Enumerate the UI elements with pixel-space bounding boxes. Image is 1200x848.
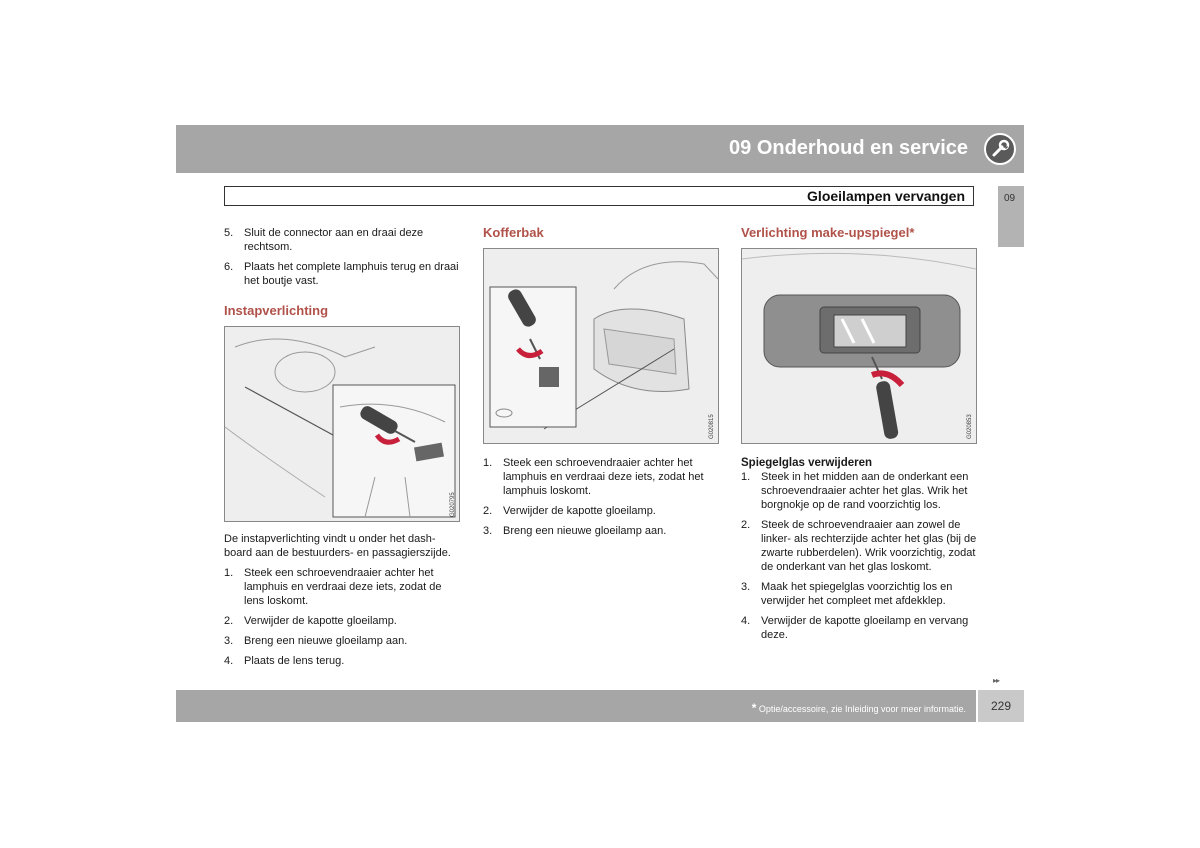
- list-item: [741, 470, 977, 512]
- figure-code: G020853: [967, 414, 973, 439]
- step-text: Steek een schroevendraaier achter het lamphuis en verdraai deze iets, zodat het lamphuis loskomt.: [503, 457, 704, 497]
- section-title-box: [224, 186, 974, 206]
- figure-code: G020795: [450, 492, 456, 517]
- step-number: 1.: [483, 457, 493, 469]
- step-text: Plaats de lens terug.: [244, 655, 345, 667]
- step-number: 3.: [483, 525, 493, 537]
- list-item: [741, 518, 977, 574]
- step-text: Breng een nieuwe gloeilamp aan.: [503, 525, 667, 537]
- list-item: [224, 634, 460, 648]
- step-text: Verwijder de kapotte gloeilamp en vervang deze.: [761, 615, 969, 641]
- heading-make-up-mirror: Verlichting make-upspiegel*: [741, 225, 915, 240]
- step-number: 2.: [483, 505, 493, 517]
- list-item: [224, 614, 460, 628]
- subheading-mirror-removal: Spiegelglas verwijderen: [741, 457, 873, 469]
- illustration-trunk-light: [483, 248, 719, 444]
- step-number: 2.: [741, 519, 751, 531]
- step-text: Breng een nieuwe gloeilamp aan.: [244, 635, 408, 647]
- list-item: [224, 226, 460, 254]
- column-middle: [483, 226, 719, 544]
- step-list: [483, 456, 719, 538]
- list-item: [741, 614, 977, 642]
- step-text: Steek een schroevendraaier achter het lamphuis en verdraai deze iets, zodat de lens loskomt.: [244, 567, 442, 607]
- step-text: Maak het spiegelglas voorzichtig los en verwijder het compleet met afdekklep.: [761, 581, 953, 607]
- step-number: 1.: [741, 471, 751, 483]
- figure-code: G020815: [709, 414, 715, 439]
- column-left: [224, 226, 460, 674]
- illustration-vanity-mirror: [741, 248, 977, 444]
- heading-instapverlichting: Instapverlichting: [224, 303, 329, 318]
- step-number: 5.: [224, 227, 234, 239]
- list-item: [224, 260, 460, 288]
- step-list: [224, 566, 460, 668]
- step-number: 1.: [224, 567, 234, 579]
- step-number: 2.: [224, 615, 234, 627]
- wrench-icon: [984, 133, 1016, 165]
- step-text: Sluit de connector aan en draai deze rechtsom.: [244, 227, 424, 253]
- column-right: [741, 226, 977, 648]
- chapter-title: 09 Onderhoud en service: [729, 137, 968, 159]
- chapter-header-bar: [176, 125, 1024, 173]
- step-text: Verwijder de kapotte gloeilamp.: [503, 505, 656, 517]
- step-number: 3.: [224, 635, 234, 647]
- section-title: Gloeilampen vervangen: [807, 188, 965, 204]
- heading-kofferbak: Kofferbak: [483, 225, 544, 240]
- step-list: [741, 470, 977, 642]
- list-item: [224, 566, 460, 608]
- list-item: [483, 504, 719, 518]
- step-number: 6.: [224, 261, 234, 273]
- list-item: [483, 456, 719, 498]
- chapter-tab-label: 09: [1004, 193, 1016, 204]
- chapter-side-tab: [998, 186, 1024, 247]
- step-text: Steek de schroevendraaier aan zowel de linker- als rechterzijde achter het glas (bij de zwarte rubberdelen). Wrik voorzichtig, zodat de onderkant van het glas loskomt.: [761, 519, 977, 573]
- footer-bar: [176, 690, 976, 722]
- intro-text: De instapverlichting vindt u onder het dashboard aan de bestuurders- en passagierszijde.: [224, 533, 451, 559]
- list-item: [483, 524, 719, 538]
- footnote: [752, 701, 966, 715]
- illustration-entry-light: [224, 326, 460, 522]
- step-number: 3.: [741, 581, 751, 593]
- page-number-tab: [978, 690, 1024, 722]
- list-item: [741, 580, 977, 608]
- step-number: 4.: [224, 655, 234, 667]
- list-item: [224, 654, 460, 668]
- step-number: 4.: [741, 615, 751, 627]
- footnote-star: *: [751, 701, 757, 715]
- next-page-icon: ▸▸: [993, 676, 1000, 685]
- step-text: Steek in het midden aan de onderkant een schroevendraaier achter het glas. Wrik het borgnokje op de rand voorzichtig los.: [761, 471, 969, 511]
- step-text: Plaats het complete lamphuis terug en draai het boutje vast.: [244, 261, 459, 287]
- step-text: Verwijder de kapotte gloeilamp.: [244, 615, 397, 627]
- footnote-text: Optie/accessoire, zie Inleiding voor meer informatie.: [756, 704, 966, 714]
- page-number: 229: [990, 699, 1012, 713]
- step-list: [224, 226, 460, 288]
